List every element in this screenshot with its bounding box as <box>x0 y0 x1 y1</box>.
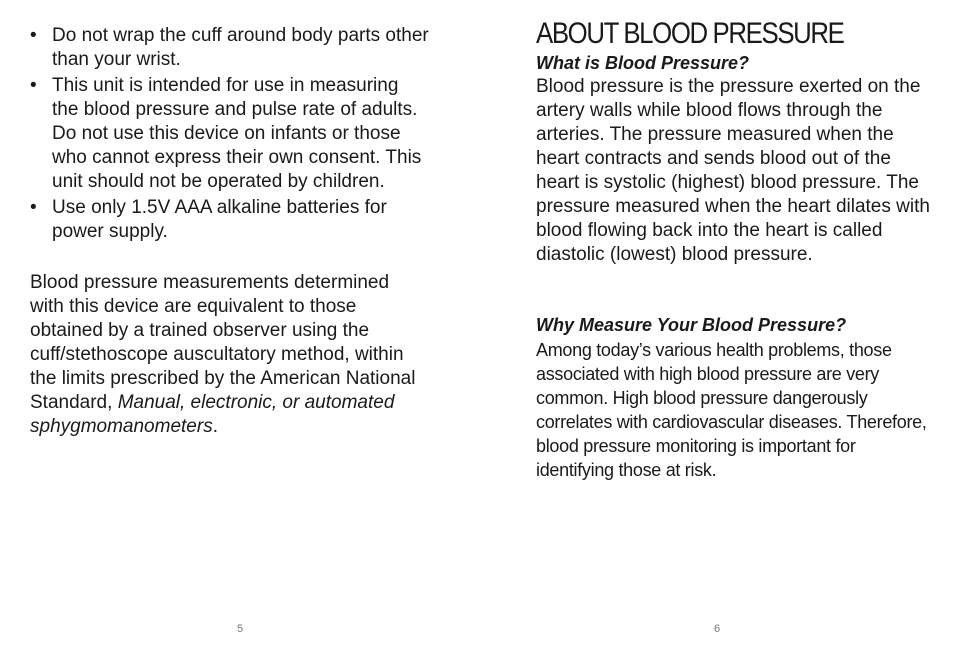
accuracy-text: Blood pressure measurements determined with this device are equivalent to those obtained by a trained observer using the cuff/stethoscope auscultatory method, within the limits prescribed by the American National Standard, <box>30 272 416 413</box>
section-title-what-is: What is Blood Pressure? <box>536 53 750 73</box>
page-number: 6 <box>714 623 721 635</box>
section-text-why-measure: Among today’s various health problems, those associated with high blood pressure are very common. High blood pressure dangerously correlates with cardiovascular diseases. Therefore, blood pressure monitoring is important for identifying those at risk. <box>536 340 927 480</box>
section-text-what-is: Blood pressure is the pressure exerted on the artery walls while blood flows through the arteries. The pressure measured when the heart contracts and sends blood out of the heart is systolic (highest) blood pressure. The pressure measured when the heart dilates with blood flowing back into the heart is called diastolic (lowest) blood pressure. <box>536 76 930 265</box>
precautions-list <box>30 24 430 246</box>
standard-title: Manual, electronic, or automated sphygmomanometers <box>30 392 395 437</box>
page-title: ABOUT BLOOD PRESSURE <box>536 17 844 50</box>
list-item: • Do not wrap the cuff around body parts other than your wrist. <box>30 24 430 72</box>
section-title-why-measure: Why Measure Your Blood Pressure? <box>536 315 847 335</box>
page-number: 5 <box>237 623 244 635</box>
right-page <box>477 0 954 656</box>
accuracy-paragraph <box>30 271 425 439</box>
list-item: • This unit is intended for use in measuring the blood pressure and pulse rate of adults. Do not use this device on infants or those who cannot express their own consent. This unit should not be operated by children. <box>30 74 430 194</box>
list-item: • Use only 1.5V AAA alkaline batteries for power supply. <box>30 196 430 244</box>
accuracy-text-end: . <box>212 416 218 437</box>
